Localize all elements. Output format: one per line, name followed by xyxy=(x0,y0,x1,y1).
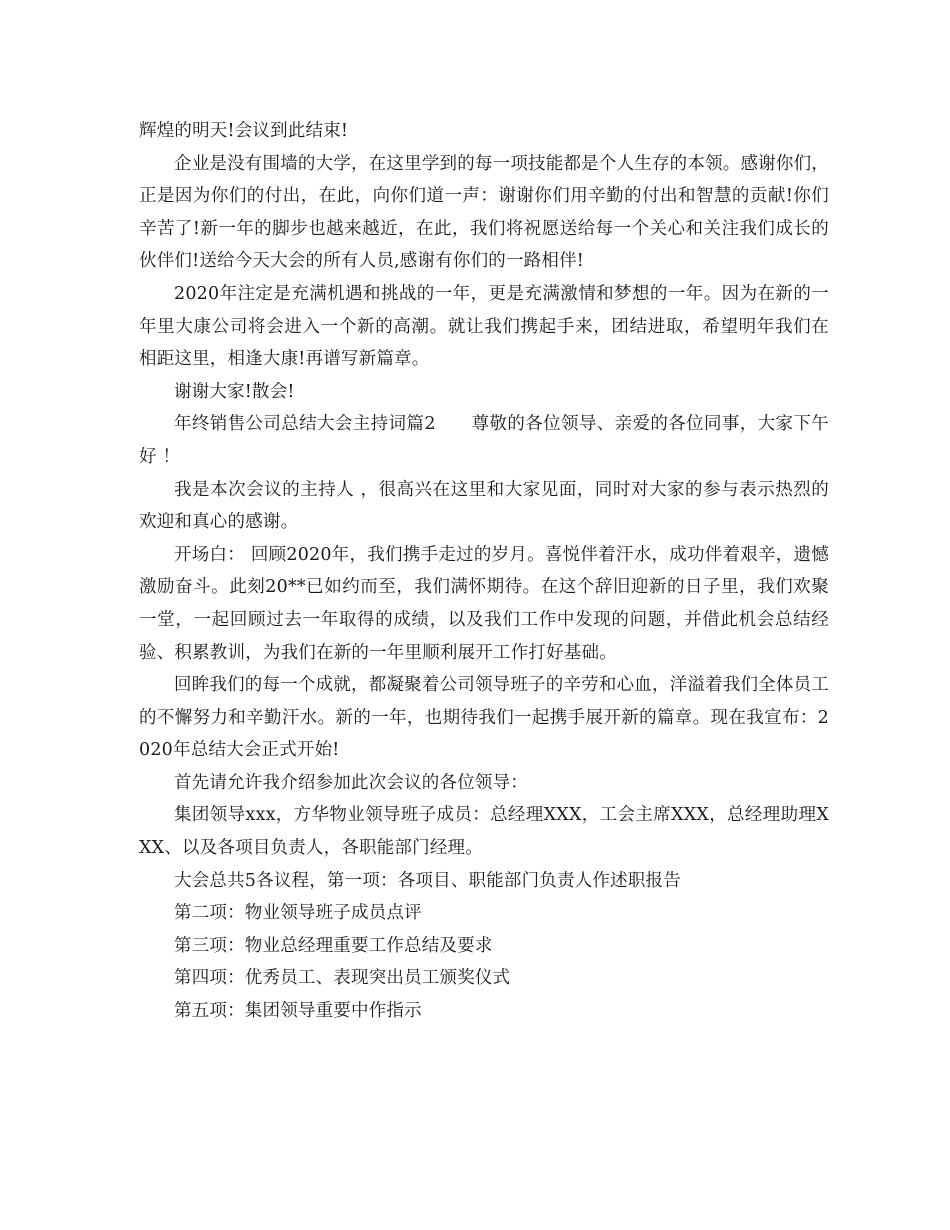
paragraph-15: 第五项：集团领导重要中作指示 xyxy=(174,1001,422,1022)
paragraph-5: 年终销售公司总结大会主持词篇2 尊敬的各位领导、亲爱的各位同事，大家下午好 ！ xyxy=(139,414,829,467)
paragraph-1: 辉煌的明天!会议到此结束! xyxy=(139,121,349,141)
paragraph-8: 回眸我们的每一个成就，都凝聚着公司领导班子的辛劳和心血，洋溢着我们全体员工的不懈努力和辛勤汗水。新的一年，也期待我们一起携手展开新的篇章。现在我宣布：2020年总结大会正式开始! xyxy=(139,675,829,761)
paragraph-7: 开场白： 回顾2020年，我们携手走过的岁月。喜悦伴着汗水，成功伴着艰辛，遗憾激励奋斗。此刻20**已如约而至，我们满怀期待。在这个辞旧迎新的日子里，我们欢聚一堂，一起回顾过去一年取得的成绩，以及我们工作中发现的问题，并借此机会总结经验、积累教训，为我们在新的一年里顺利展开工作打好基础。 xyxy=(139,544,829,663)
paragraph-13: 第三项：物业总经理重要工作总结及要求 xyxy=(174,935,493,956)
paragraph-9: 首先请允许我介绍参加此次会议的各位领导： xyxy=(174,772,528,793)
paragraph-4: 谢谢大家!散会! xyxy=(174,381,295,402)
paragraph-6: 我是本次会议的主持人 ，很高兴在这里和大家见面，同时对大家的参与表示热烈的欢迎和真心的感谢。 xyxy=(139,479,829,533)
paragraph-14: 第四项：优秀员工、表现突出员工颁奖仪式 xyxy=(174,968,511,989)
paragraph-11: 大会总共5各议程，第一项：各项目、职能部门负责人作述职报告 xyxy=(174,870,681,891)
paragraph-12: 第二项：物业领导班子成员点评 xyxy=(174,903,422,924)
paragraph-3: 2020年注定是充满机遇和挑战的一年，更是充满激情和梦想的一年。因为在新的一年里大康公司将会进入一个新的高潮。就让我们携起手来，团结进取，希望明年我们在相距这里，相逢大康!再谱写新篇章。 xyxy=(139,283,829,370)
paragraph-10: 集团领导xxx，方华物业领导班子成员：总经理XXX，工会主席XXX，总经理助理XXX、以及各项目负责人，各职能部门经理。 xyxy=(139,805,829,859)
paragraph-2: 企业是没有围墙的大学，在这里学到的每一项技能都是个人生存的本领。感谢你们，正是因为你们的付出，在此，向你们道一声：谢谢你们用辛勤的付出和智慧的贡献!你们辛苦了!新一年的脚步也越来越近，在此，我们将祝愿送给每一个关心和关注我们成长的伙伴们!送给今天大会的所有人员,感谢有你们的一路相伴! xyxy=(139,153,829,272)
document-body xyxy=(139,115,829,1028)
